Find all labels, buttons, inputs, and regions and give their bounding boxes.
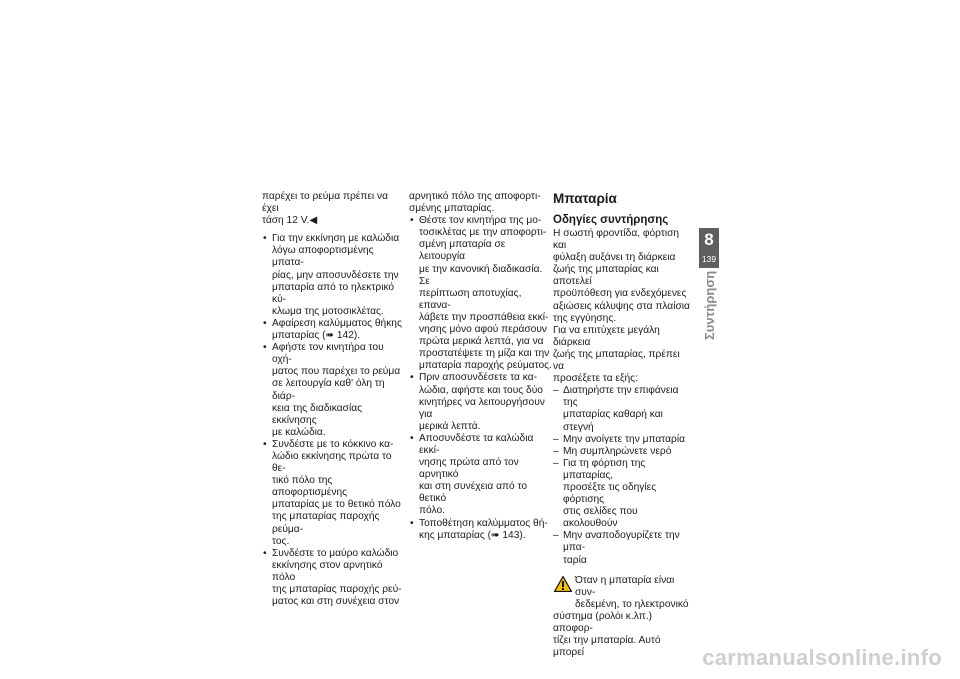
watermark: carmanualsonline.info	[702, 645, 942, 670]
continuation-line: παρέχει το ρεύμα πρέπει να έχει	[262, 191, 388, 215]
list-item: – Διατηρήστε την επιφάνεια της μπαταρίας καθαρή και στεγνή	[553, 385, 693, 433]
text-column-2	[409, 191, 552, 542]
chapter-number: 8	[704, 230, 714, 249]
list-item: • Τοποθέτηση καλύμματος θή- κης μπαταρίας (➠ 143).	[409, 518, 552, 542]
warning-text-line: δεδεμένη, το ηλεκτρονικό	[575, 598, 689, 610]
continuation-line: σμένης μπαταρίας.	[409, 203, 495, 215]
subsection-heading: Οδηγίες συντήρησης	[553, 214, 669, 226]
list-item: • Πριν αποσυνδέσετε τα κα- λώδια, αφήστε και τους δύο κινητήρες να λειτουργήσουν για μερικά λεπτά.	[409, 372, 552, 432]
list-item: • Αφαίρεση καλύμματος θήκης μπαταρίας (➠ 142).	[262, 318, 405, 342]
continuation-line: τάση 12 V.◀	[262, 215, 318, 227]
section-heading: Μπαταρία	[553, 191, 617, 206]
list-item: – Μην αναποδογυρίζετε την μπα- ταρία	[553, 530, 693, 566]
text-column-1	[262, 191, 405, 608]
continuation-line: αρνητικό πόλο της αποφορτι-	[409, 191, 541, 202]
care-list	[553, 385, 693, 566]
warning-note	[553, 575, 693, 660]
chapter-title: Συντήρηση	[702, 270, 717, 340]
warning-icon	[554, 576, 572, 592]
list-item: • Θέστε τον κινητήρα της μο- τοσικλέτας με την αποφορτι- σμένη μπαταρία σε λειτουργία με την κανονική διαδικασία. Σε περίπτωση αποτυχίας, επανα- λάβετε την προσπάθεια εκκί- νησης μόνο αφού περάσουν πρώτα μερικά λεπτά, για να προστατέψετε τη μίζα και την μπαταρία παροχής ρεύματος.	[409, 215, 552, 372]
warning-text-line: Όταν η μπαταρία είναι συν-	[575, 574, 675, 598]
warning-text-line: σύστημα (ρολόι κ.λπ.) αποφορ-	[553, 610, 653, 634]
paragraph: Για να επιτύχετε μεγάλη διάρκεια ζωής της μπαταρίας, πρέπει να προσέξετε τα εξής:	[553, 324, 680, 385]
list-item: • Συνδέστε με το κόκκινο κα- λώδιο εκκίνησης πρώτα το θε- τικό πόλο της αποφορτισμένης μπαταρίας με το θετικό πόλο της μπαταρίας παροχής ρεύμα- τος.	[262, 439, 405, 548]
instruction-list	[409, 215, 552, 542]
text-column-3	[553, 191, 693, 659]
list-item: – Μην ανοίγετε την μπαταρία	[553, 434, 693, 446]
list-item: • Αφήστε τον κινητήρα του οχή- ματος που παρέχει το ρεύμα σε λειτουργία καθ' όλη τη διάρ- κεια της διαδικασίας εκκίνησης με καλώδια.	[262, 342, 405, 439]
instruction-list	[262, 233, 405, 608]
warning-text-line: τίζει την μπαταρία. Αυτό μπορεί	[553, 635, 661, 659]
list-item: – Για τη φόρτιση της μπαταρίας, προσέξτε τις οδηγίες φόρτισης στις σελίδες που ακολουθούν	[553, 458, 693, 531]
list-item: • Για την εκκίνηση με καλώδια λόγω αποφορτισμένης μπατα- ρίας, μην αποσυνδέσετε την μπαταρία από το ηλεκτρικό κύ- κλωμα της μοτοσικλέτας.	[262, 233, 405, 318]
list-item: – Μη συμπληρώνετε νερό	[553, 446, 693, 458]
paragraph: Η σωστή φροντίδα, φόρτιση και φύλαξη αυξάνει τη διάρκεια ζωής της μπαταρίας και αποτελεί προϋπόθεση για ενδεχόμενες αξιώσεις κάλυψης στα πλαίσια της εγγύησης.	[553, 228, 690, 324]
list-item: • Συνδέστε το μαύρο καλώδιο εκκίνησης στον αρνητικό πόλο της μπαταρίας παροχής ρεύ- ματος και στη συνέχεια στον	[262, 548, 405, 608]
page-number: 139	[701, 254, 717, 264]
list-item: • Αποσυνδέστε τα καλώδια εκκί- νησης πρώτα από τον αρνητικό και στη συνέχεια από το θετικό πόλο.	[409, 433, 552, 518]
